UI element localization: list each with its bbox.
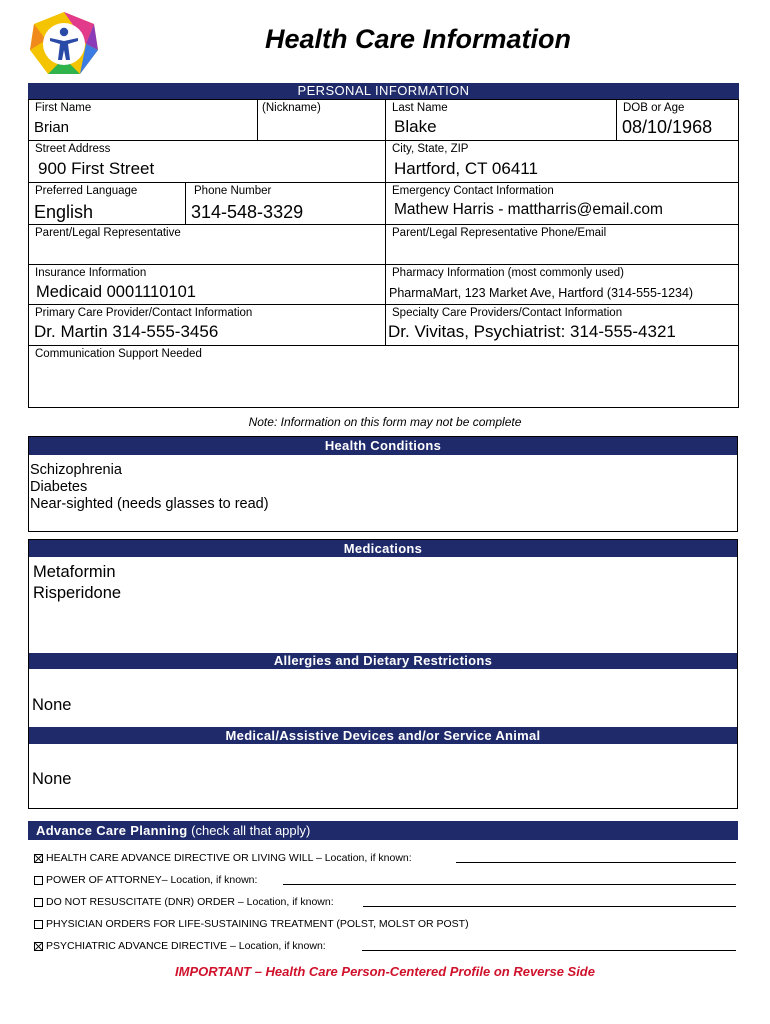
option-label: PHYSICIAN ORDERS FOR LIFE-SUSTAINING TREATMENT (POLST, MOLST OR POST) — [46, 918, 469, 930]
location-line[interactable] — [283, 884, 736, 885]
health-conditions-list[interactable] — [30, 462, 269, 513]
phone-number-value: 314-548-3329 — [191, 202, 304, 222]
primary-care-provider-value: Dr. Martin 314-555-3456 — [34, 322, 219, 341]
medications-header: Medications — [29, 540, 737, 557]
medication-item: Metaformin — [33, 563, 116, 581]
first-name-label: First Name — [35, 102, 92, 114]
advance-care-planning-header — [28, 821, 738, 840]
health-condition-item: Near-sighted (needs glasses to read) — [30, 496, 269, 512]
dob-label: DOB or Age — [623, 102, 685, 114]
preferred-language-field[interactable] — [28, 182, 186, 225]
emergency-contact-value: Mathew Harris - mattharris@email.com — [394, 201, 663, 218]
communication-support-field[interactable] — [28, 345, 739, 408]
health-condition-item: Diabetes — [30, 479, 88, 495]
last-name-label: Last Name — [392, 102, 448, 114]
first-name-field[interactable] — [28, 99, 258, 141]
pharmacy-label: Pharmacy Information (most commonly used) — [392, 267, 624, 279]
option-label: POWER OF ATTORNEY– Location, if known: — [46, 874, 258, 886]
checkbox-icon[interactable] — [34, 920, 43, 929]
dob-field[interactable] — [616, 99, 739, 141]
parent-representative-contact-label: Parent/Legal Representative Phone/Email — [392, 227, 607, 239]
advance-care-planning-hint: (check all that apply) — [191, 823, 311, 838]
preferred-language-value: English — [34, 202, 94, 222]
devices-value[interactable]: None — [32, 770, 72, 788]
parent-representative-label: Parent/Legal Representative — [35, 227, 181, 239]
first-name-value: Brian — [34, 119, 70, 136]
specialty-care-providers-field[interactable] — [385, 304, 739, 346]
emergency-contact-field[interactable] — [385, 182, 739, 225]
option-label: HEALTH CARE ADVANCE DIRECTIVE OR LIVING WILL – Location, if known: — [46, 852, 412, 864]
option-label: DO NOT RESUSCITATE (DNR) ORDER – Location, if known: — [46, 896, 334, 908]
form-note: Note: Information on this form may not be complete — [248, 415, 522, 429]
location-line[interactable] — [362, 950, 736, 951]
checkbox-checked-icon[interactable] — [34, 854, 43, 863]
insurance-label: Insurance Information — [35, 267, 147, 279]
street-address-label: Street Address — [35, 143, 111, 155]
emergency-contact-label: Emergency Contact Information — [392, 185, 554, 197]
devices-header: Medical/Assistive Devices and/or Service Animal — [29, 727, 737, 744]
specialty-care-providers-value: Dr. Vivitas, Psychiatrist: 314-555-4321 — [388, 322, 676, 341]
advance-care-planning-title: Advance Care Planning — [36, 823, 188, 838]
city-state-zip-field[interactable] — [385, 140, 739, 183]
dnr-order-option[interactable] — [34, 896, 334, 908]
health-condition-item: Schizophrenia — [30, 462, 122, 478]
checkbox-icon[interactable] — [34, 898, 43, 907]
city-state-zip-label: City, State, ZIP — [392, 143, 469, 155]
phone-number-field[interactable] — [185, 182, 386, 225]
medications-list[interactable] — [33, 562, 121, 604]
allergies-header: Allergies and Dietary Restrictions — [29, 653, 737, 669]
last-name-field[interactable] — [385, 99, 617, 141]
street-address-field[interactable] — [28, 140, 386, 183]
important-notice: IMPORTANT – Health Care Person-Centered Profile on Reverse Side — [175, 964, 595, 979]
parent-representative-contact-field[interactable] — [385, 224, 739, 265]
preferred-language-label: Preferred Language — [35, 185, 138, 197]
health-conditions-header: Health Conditions — [29, 437, 737, 455]
medication-item: Risperidone — [33, 584, 122, 602]
communication-support-label: Communication Support Needed — [35, 348, 202, 360]
phone-number-label: Phone Number — [194, 185, 272, 197]
checkbox-checked-icon[interactable] — [34, 942, 43, 951]
option-label: PSYCHIATRIC ADVANCE DIRECTIVE – Location, if known: — [46, 940, 326, 952]
city-state-zip-value: Hartford, CT 06411 — [394, 159, 538, 178]
parent-representative-field[interactable] — [28, 224, 386, 265]
nickname-label: (Nickname) — [262, 102, 321, 114]
location-line[interactable] — [363, 906, 736, 907]
advance-directive-option[interactable] — [34, 852, 412, 864]
dob-value: 08/10/1968 — [622, 117, 713, 137]
page-title: Health Care Information — [264, 24, 572, 54]
checkbox-icon[interactable] — [34, 876, 43, 885]
pharmacy-field[interactable] — [385, 264, 739, 305]
location-line[interactable] — [456, 862, 736, 863]
polst-option[interactable] — [34, 918, 469, 930]
power-of-attorney-option[interactable] — [34, 874, 257, 886]
medications-section — [28, 539, 738, 809]
health-conditions-section — [28, 436, 738, 532]
insurance-field[interactable] — [28, 264, 386, 305]
specialty-care-providers-label: Specialty Care Providers/Contact Information — [392, 307, 623, 319]
primary-care-provider-field[interactable] — [28, 304, 386, 346]
allergies-value[interactable]: None — [32, 696, 72, 714]
primary-care-provider-label: Primary Care Provider/Contact Information — [35, 307, 253, 319]
street-address-value: 900 First Street — [38, 159, 155, 178]
nickname-field[interactable] — [257, 99, 386, 141]
last-name-value: Blake — [394, 117, 437, 136]
pharmacy-value: PharmaMart, 123 Market Ave, Hartford (314-555-1234) — [389, 286, 694, 300]
insurance-value: Medicaid 0001110101 — [36, 283, 196, 301]
psychiatric-directive-option[interactable] — [34, 940, 326, 952]
personal-info-header: PERSONAL INFORMATION — [28, 83, 739, 99]
